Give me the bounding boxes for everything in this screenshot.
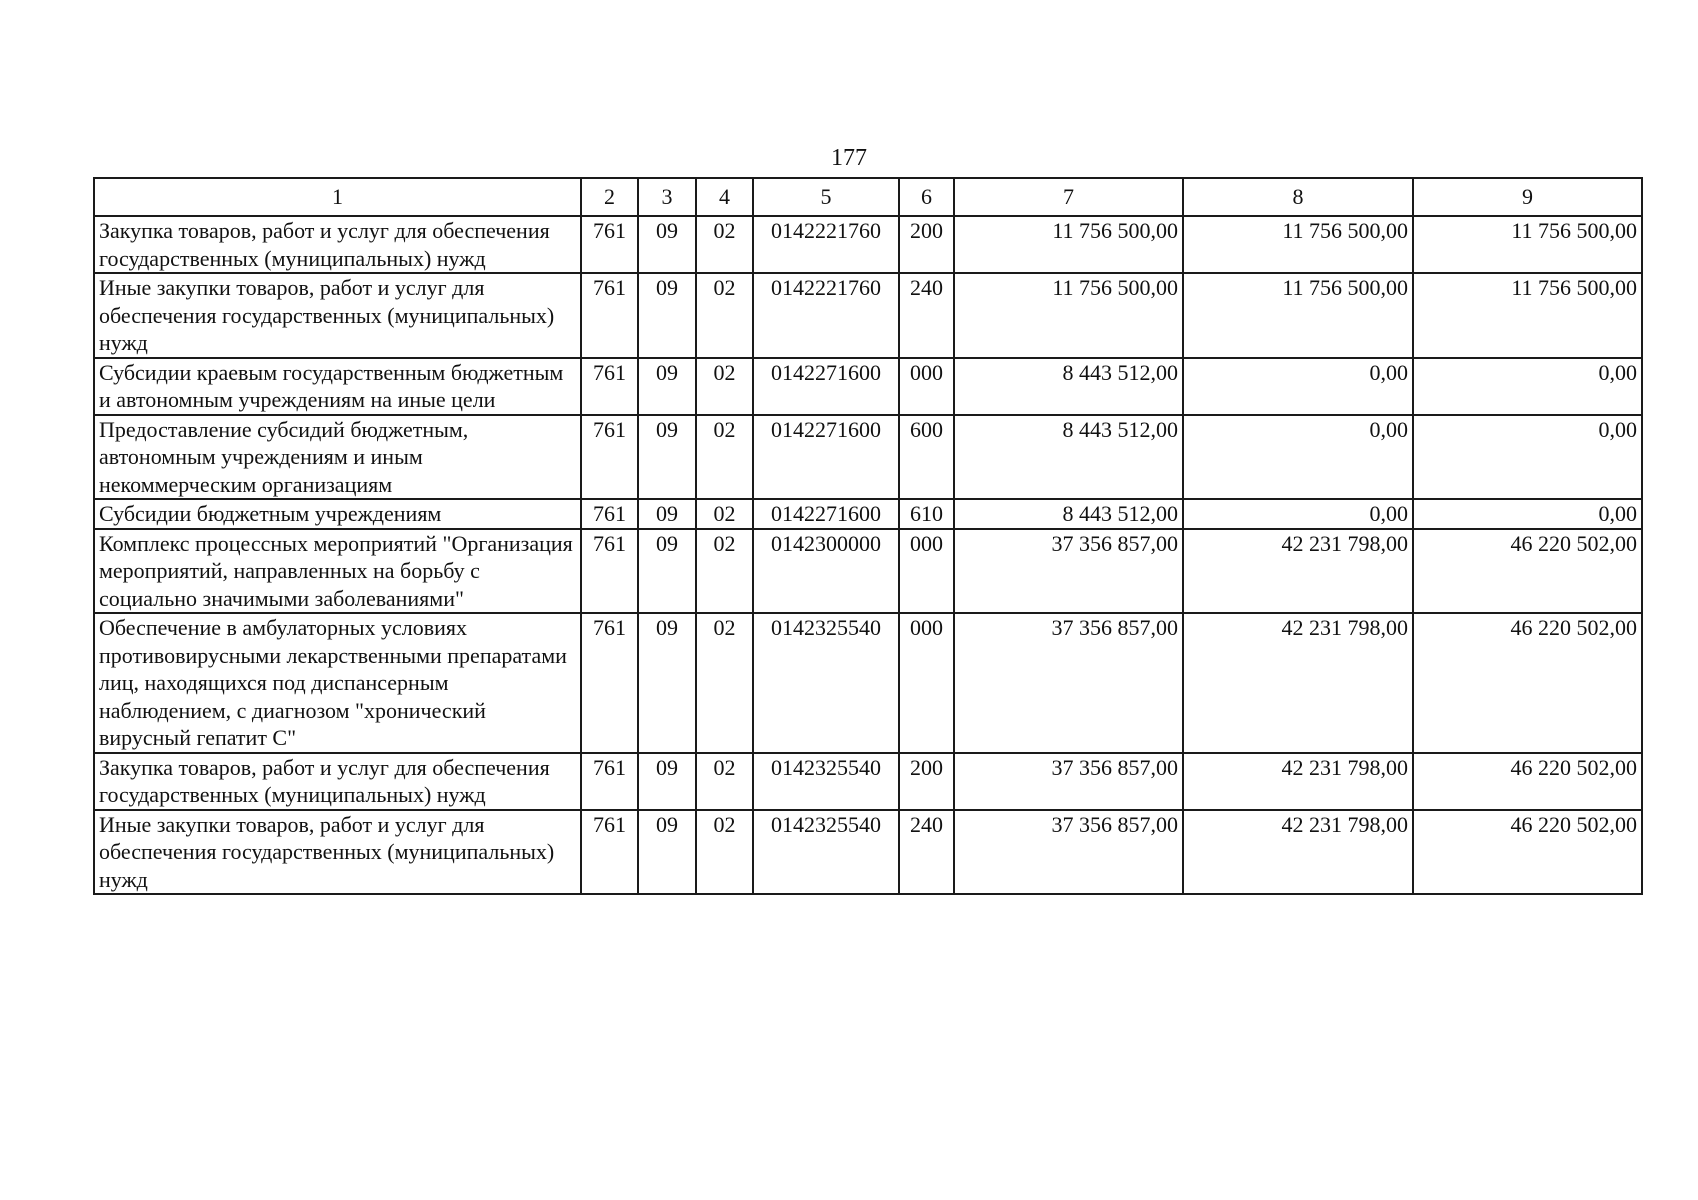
expense-type-cell: 000 xyxy=(899,358,954,415)
amount-cell: 37 356 857,00 xyxy=(954,613,1183,753)
header-cell: 5 xyxy=(753,178,899,216)
target-article-cell: 0142271600 xyxy=(753,358,899,415)
subsection-code-cell: 02 xyxy=(696,216,753,273)
row-name-cell: Субсидии бюджетным учреждениям xyxy=(94,499,581,529)
amount-cell: 8 443 512,00 xyxy=(954,358,1183,415)
amount-cell: 46 220 502,00 xyxy=(1413,613,1642,753)
header-cell: 2 xyxy=(581,178,638,216)
amount-cell: 46 220 502,00 xyxy=(1413,810,1642,895)
table-body xyxy=(94,216,1642,894)
header-cell: 9 xyxy=(1413,178,1642,216)
amount-cell: 37 356 857,00 xyxy=(954,753,1183,810)
section-code-cell: 761 xyxy=(581,216,638,273)
header-row xyxy=(94,178,1642,216)
subsection-cell: 09 xyxy=(638,415,696,500)
subsection-cell: 09 xyxy=(638,613,696,753)
subsection-code-cell: 02 xyxy=(696,415,753,500)
amount-cell: 37 356 857,00 xyxy=(954,529,1183,614)
row-name-cell: Закупка товаров, работ и услуг для обеспечения государственных (муниципальных) нужд xyxy=(94,216,581,273)
row-name-cell: Субсидии краевым государственным бюджетным и автономным учреждениям на иные цели xyxy=(94,358,581,415)
header-cell: 4 xyxy=(696,178,753,216)
target-article-cell: 0142221760 xyxy=(753,216,899,273)
row-name-cell: Предоставление субсидий бюджетным, автономным учреждениям и иным некоммерческим организациям xyxy=(94,415,581,500)
expense-type-cell: 200 xyxy=(899,216,954,273)
subsection-code-cell: 02 xyxy=(696,613,753,753)
table-row xyxy=(94,529,1642,614)
amount-cell: 0,00 xyxy=(1183,415,1413,500)
table-row xyxy=(94,216,1642,273)
header-cell: 3 xyxy=(638,178,696,216)
subsection-cell: 09 xyxy=(638,499,696,529)
budget-table xyxy=(93,177,1643,895)
amount-cell: 8 443 512,00 xyxy=(954,499,1183,529)
amount-cell: 0,00 xyxy=(1413,415,1642,500)
subsection-cell: 09 xyxy=(638,358,696,415)
subsection-code-cell: 02 xyxy=(696,273,753,358)
amount-cell: 11 756 500,00 xyxy=(1413,216,1642,273)
subsection-cell: 09 xyxy=(638,753,696,810)
header-cell: 7 xyxy=(954,178,1183,216)
amount-cell: 0,00 xyxy=(1413,358,1642,415)
target-article-cell: 0142325540 xyxy=(753,810,899,895)
amount-cell: 42 231 798,00 xyxy=(1183,753,1413,810)
section-code-cell: 761 xyxy=(581,273,638,358)
expense-type-cell: 000 xyxy=(899,613,954,753)
target-article-cell: 0142271600 xyxy=(753,415,899,500)
subsection-code-cell: 02 xyxy=(696,810,753,895)
section-code-cell: 761 xyxy=(581,529,638,614)
amount-cell: 11 756 500,00 xyxy=(954,216,1183,273)
subsection-code-cell: 02 xyxy=(696,499,753,529)
amount-cell: 46 220 502,00 xyxy=(1413,753,1642,810)
target-article-cell: 0142325540 xyxy=(753,753,899,810)
row-name-cell: Иные закупки товаров, работ и услуг для обеспечения государственных (муниципальных) нужд xyxy=(94,273,581,358)
amount-cell: 0,00 xyxy=(1413,499,1642,529)
amount-cell: 11 756 500,00 xyxy=(1413,273,1642,358)
amount-cell: 42 231 798,00 xyxy=(1183,613,1413,753)
section-code-cell: 761 xyxy=(581,613,638,753)
table-row xyxy=(94,810,1642,895)
target-article-cell: 0142300000 xyxy=(753,529,899,614)
table-row xyxy=(94,499,1642,529)
header-cell: 8 xyxy=(1183,178,1413,216)
target-article-cell: 0142221760 xyxy=(753,273,899,358)
row-name-cell: Закупка товаров, работ и услуг для обеспечения государственных (муниципальных) нужд xyxy=(94,753,581,810)
header-cell: 1 xyxy=(94,178,581,216)
amount-cell: 0,00 xyxy=(1183,358,1413,415)
subsection-code-cell: 02 xyxy=(696,529,753,614)
table-row xyxy=(94,613,1642,753)
subsection-cell: 09 xyxy=(638,273,696,358)
expense-type-cell: 610 xyxy=(899,499,954,529)
subsection-cell: 09 xyxy=(638,810,696,895)
subsection-cell: 09 xyxy=(638,529,696,614)
section-code-cell: 761 xyxy=(581,415,638,500)
target-article-cell: 0142271600 xyxy=(753,499,899,529)
amount-cell: 42 231 798,00 xyxy=(1183,529,1413,614)
header-cell: 6 xyxy=(899,178,954,216)
expense-type-cell: 000 xyxy=(899,529,954,614)
section-code-cell: 761 xyxy=(581,753,638,810)
table-row xyxy=(94,273,1642,358)
amount-cell: 46 220 502,00 xyxy=(1413,529,1642,614)
amount-cell: 11 756 500,00 xyxy=(1183,273,1413,358)
section-code-cell: 761 xyxy=(581,499,638,529)
expense-type-cell: 240 xyxy=(899,810,954,895)
amount-cell: 8 443 512,00 xyxy=(954,415,1183,500)
amount-cell: 37 356 857,00 xyxy=(954,810,1183,895)
expense-type-cell: 600 xyxy=(899,415,954,500)
section-code-cell: 761 xyxy=(581,358,638,415)
row-name-cell: Иные закупки товаров, работ и услуг для обеспечения государственных (муниципальных) нужд xyxy=(94,810,581,895)
row-name-cell: Комплекс процессных мероприятий "Организация мероприятий, направленных на борьбу с социально значимыми заболеваниями" xyxy=(94,529,581,614)
subsection-code-cell: 02 xyxy=(696,358,753,415)
amount-cell: 11 756 500,00 xyxy=(1183,216,1413,273)
expense-type-cell: 240 xyxy=(899,273,954,358)
amount-cell: 42 231 798,00 xyxy=(1183,810,1413,895)
amount-cell: 11 756 500,00 xyxy=(954,273,1183,358)
target-article-cell: 0142325540 xyxy=(753,613,899,753)
table-row xyxy=(94,753,1642,810)
row-name-cell: Обеспечение в амбулаторных условиях противовирусными лекарственными препаратами лиц, находящихся под диспансерным наблюдением, с диагнозом "хронический вирусный гепатит С" xyxy=(94,613,581,753)
table-row xyxy=(94,358,1642,415)
subsection-cell: 09 xyxy=(638,216,696,273)
table-row xyxy=(94,415,1642,500)
page-number: 177 xyxy=(831,145,867,171)
amount-cell: 0,00 xyxy=(1183,499,1413,529)
section-code-cell: 761 xyxy=(581,810,638,895)
subsection-code-cell: 02 xyxy=(696,753,753,810)
expense-type-cell: 200 xyxy=(899,753,954,810)
